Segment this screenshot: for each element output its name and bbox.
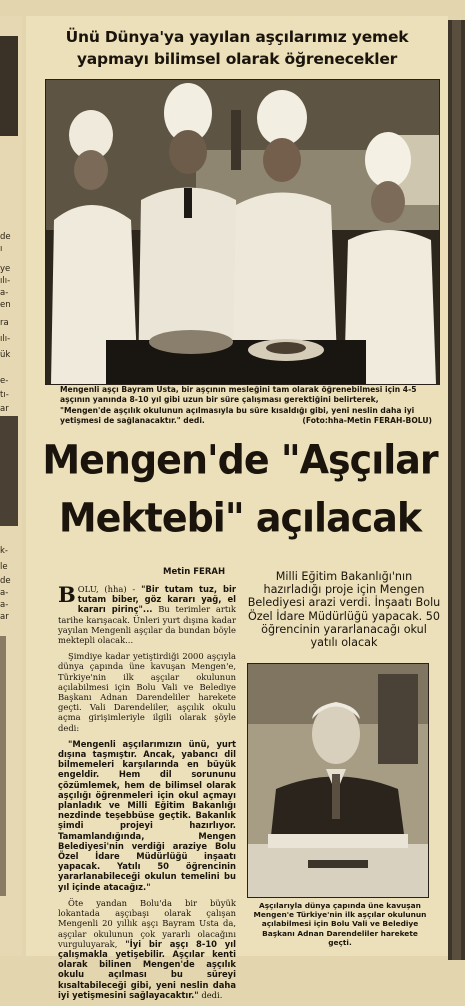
governor-photo [247, 663, 429, 898]
fragment-text: a- [0, 600, 9, 610]
adjacent-photo-fragment [0, 36, 18, 136]
fragment-text: a- [0, 588, 9, 598]
byline: Metin FERAH [163, 567, 226, 577]
fragment-text: k- [0, 546, 8, 556]
adjacent-clipping-left [0, 16, 22, 956]
photo-credit: (Foto:hha-Metin FERAH-BOLU) [302, 416, 432, 426]
adjacent-rule [0, 636, 6, 896]
chefs-photo-illustration [46, 80, 439, 384]
governor-quote: "Mengenli aşçılarımızın ünü, yurt dışına taşmıştır. Ancak, yabancı dil bilmemeleri karşılarında en büyük engeldir. Hem dil sorununu çözümlemek, hem de bilimsel olarak aşçılığı öğrenmeleri için okul açmayı planladık ve Milli Eğitim Bakanlığı nezdinde teşebbüse geçtik. Bakanlık şimdi projeyi hazırlıyor. Tamamlandığında, Mengen Belediyesi'nin verdiği araziye Bolu Özel İdare Müdürlüğü inşaatı yapacak. Yatılı 50 öğrencinin yararlanabileceği okulun temelini bu yıl içinde atacağız." [58, 738, 236, 892]
adjacent-clipping-right [448, 20, 465, 960]
paragraph: Şimdiye kadar yetiştirdiği 2000 aşçıyla dünya çapında üne kavuşan Mengen'e, Türkiye'nin ilk aşçılar okulunun açılabilmesi için Bolu Vali ve Belediye Başkanı Adnan Darendeliler harekete geçti. Vali Darendeliler, aşçılık okulu açma girişimleriyle ilgili olarak şöyle dedi: [58, 651, 236, 733]
fragment-text: en [0, 300, 11, 310]
fragment-text: de [0, 576, 11, 586]
fragment-text: de [0, 232, 11, 242]
governor-photo-caption: Aşçılarıyla dünya çapında üne kavuşan Mengen'e Türkiye'nin ilk aşçılar okulunun açılabilmesi için Bolu Vali ve Belediye Başkanı Adnan Darendeliler harekete geçti. [253, 901, 427, 947]
kicker-line-1: Ünü Dünya'ya yayılan aşçılarımız yemek [65, 28, 409, 46]
fragment-text: ra [0, 318, 9, 328]
paragraph [58, 898, 236, 1000]
main-headline-line-1: Mengen'de "Aşçılar [42, 436, 438, 484]
fragment-text: le [0, 562, 8, 572]
fragment-text: ük [0, 350, 11, 360]
drop-cap: B [58, 582, 76, 607]
adjacent-photo-fragment [452, 20, 461, 960]
paragraph [58, 739, 236, 892]
chef-quote: "İyi bir aşçı 8-10 yıl çalışmakla yetişebilir. Aşçılar kenti olarak bilinen Mengen'de aşçılık okulu açılması bu süreyi kısaltabileceği gibi, yeni neslin daha iyi yetişmesini sağlayacaktır." [58, 938, 236, 1000]
chefs-photo [45, 79, 440, 385]
fragment-text: ılı- [0, 334, 11, 344]
paragraph [58, 584, 236, 645]
fragment-text: a- [0, 288, 9, 298]
dateline: OLU, (hha) - [77, 584, 136, 594]
paragraph-text: Bu terimler artık tarihe karışacak. Ünleri yurt dışına kadar yayılan Mengenli aşçılar da bundan böyle mektepli olacak... [58, 604, 236, 646]
caption-text: Mengenli aşçı Bayram Usta, bir aşçının mesleğini tam olarak öğrenebilmesi için 4-5 aşçının yanında 8-10 yıl gibi uzun bir süre çalışması gerektiğini belirterek, "Mengen'de aşçılık okulunun açılmasıyla bu süre kısaldığı gibi, yeni neslin daha iyi yetişmesi de sağlanacaktır." dedi. [60, 385, 417, 426]
quote: "Bir tutam tuz, bir tutam biber, göz kararı yağ, el kararı pirinç"... [77, 584, 236, 615]
fragment-text: ı [0, 244, 3, 254]
main-headline-line-2: Mektebi" açılacak [58, 494, 422, 542]
chefs-photo-caption [60, 385, 432, 427]
kicker-line-2: yapmayı bilimsel olarak öğrenecekler [76, 50, 398, 68]
paragraph-text: dedi. [198, 989, 223, 1000]
fragment-text: e- [0, 376, 9, 386]
paragraph-text: Öte yandan Bolu'da bir büyük lokantada aşçıbaşı olarak çalışan Mengenli 20 yıllık aşçı Bayram Usta da, aşçılar okulunun çok yararlı olacağını vurguluyarak, [58, 897, 236, 949]
fragment-text: tı- [0, 390, 9, 400]
fragment-text: ılı- [0, 276, 11, 286]
fragment-text: ar [0, 612, 9, 622]
fragment-text: ar [0, 404, 9, 414]
article-body [58, 584, 236, 1006]
fragment-text: ye [0, 264, 11, 274]
article-lead-summary: Milli Eğitim Bakanlığı'nın hazırladığı proje için Mengen Belediyesi arazi verdi. İnşaatı Bolu Özel İdare Müdürlüğü yapacak. 50 öğrencinin yararlanacağı okul yatılı olacak [247, 570, 441, 650]
adjacent-photo-fragment [0, 416, 18, 526]
governor-photo-illustration [248, 664, 428, 897]
kicker-headline [32, 26, 442, 70]
